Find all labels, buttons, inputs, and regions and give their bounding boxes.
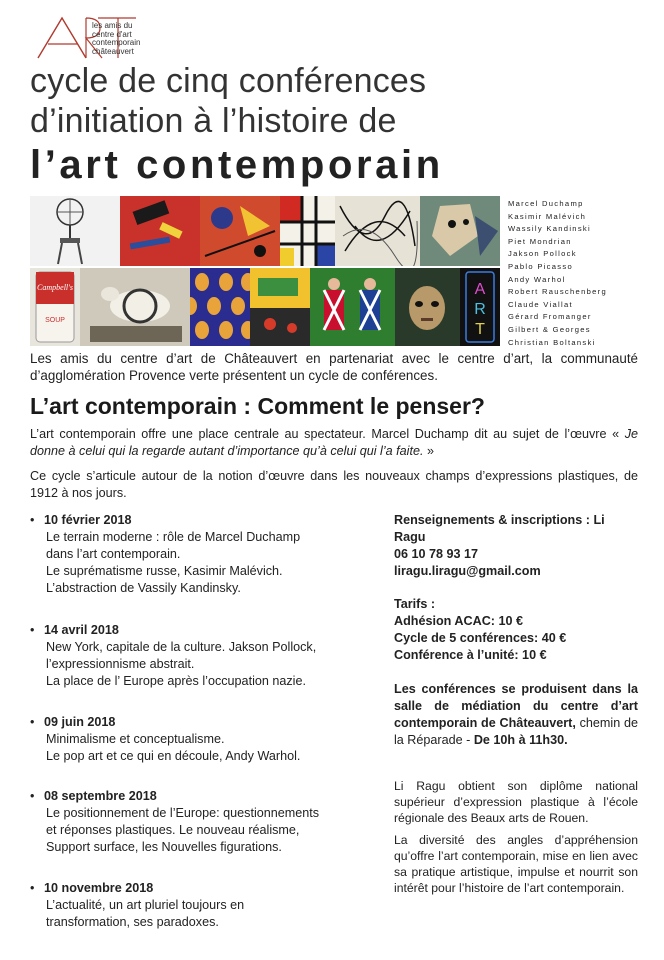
logo-line: contemporain (92, 38, 141, 47)
artist-name: Marcel Duchamp (508, 199, 584, 208)
schedule-line: et réponses plastiques. Le nouveau réalisme, (46, 823, 300, 837)
paragraph-duchamp (30, 426, 638, 460)
artist-name: Piet Mondrian (508, 236, 572, 246)
schedule-line: l’expressionnisme abstrait. (46, 657, 195, 671)
bullet-icon: • (30, 789, 35, 803)
tarif-item: Cycle de 5 conférences: 40 € (394, 631, 567, 645)
venue-address: chemin de la Réparade - (394, 716, 638, 747)
soup-label: Campbell's (37, 283, 73, 292)
mondrian-composition-image (280, 196, 335, 266)
neon-letter-a: A (474, 281, 486, 298)
schedule-line: New York, capitale de la culture. Jakson Pollock, (46, 640, 317, 654)
venue-paragraph (394, 681, 638, 749)
schedule-item (30, 714, 380, 765)
intro-paragraph: Les amis du centre d’art de Châteauvert en partenariat avec le centre d’art, la communauté d’agglomération Provence verte présentent un cycle de conférences. (30, 351, 638, 383)
title-line-3: l’art contemporain (30, 143, 444, 187)
artist-name: Andy Warhol (508, 274, 566, 284)
info-column (394, 512, 638, 749)
artist-name: Wassily Kandinski (508, 224, 592, 234)
neon-letter-r: R (474, 301, 486, 318)
kandinsky-composition-image (200, 196, 280, 266)
rauschenberg-goat-image (80, 268, 190, 346)
tarif-item: Conférence à l’unité: 10 € (394, 648, 547, 662)
headline: L’art contemporain : Comment le penser? (30, 393, 485, 419)
schedule-item (30, 880, 380, 931)
schedule-line: L’abstraction de Vassily Kandinsky. (46, 581, 241, 595)
schedule-line: Le positionnement de l’Europe: questionnements (46, 806, 320, 820)
bio-paragraph: Li Ragu obtient son diplôme national supérieur d’expression plastique à l’école régionale des Beaux arts de Rouen. (394, 779, 638, 825)
schedule-line: Le terrain moderne : rôle de Marcel Duchamp (46, 530, 301, 544)
bio-paragraph: La diversité des angles d’appréhension qu’offre l’art contemporain, mise en lien avec sa pratique artistique, impulse et nourrit son intérêt pour l’histoire de l’art contemporain. (394, 833, 638, 895)
schedule-date: 14 avril 2018 (44, 623, 119, 637)
tarif-item: Adhésion ACAC: 10 € (394, 614, 523, 628)
bullet-icon: • (30, 881, 35, 895)
artist-name: Christian Boltanski (508, 337, 596, 347)
schedule-date: 08 septembre 2018 (44, 789, 157, 803)
quote-close: » (423, 444, 434, 458)
schedule-item (30, 512, 380, 597)
warhol-campbell-soup-image (30, 268, 80, 346)
viallat-pattern-image (190, 268, 250, 346)
schedule-line: Minimalisme et conceptualisme. (46, 732, 225, 746)
artist-name: Robert Rauschenberg (508, 287, 607, 297)
art-neon-sign-image (460, 268, 500, 346)
schedule-item (30, 622, 380, 690)
picasso-painting-image (420, 196, 500, 266)
schedule-line: transformation, ses paradoxes. (46, 915, 219, 929)
duchamp-quote: Je donne à celui qui la regarde autant d’importance qu’à celui qui l’a faite. (30, 427, 638, 458)
duchamp-bicycle-wheel-image (30, 196, 120, 266)
logo-line: centre d'art (92, 29, 132, 39)
gilbert-george-image (310, 268, 395, 346)
logo-line: les amis du (92, 21, 133, 30)
contact-phone: 06 10 78 93 17 (394, 547, 479, 561)
schedule-date: 10 février 2018 (44, 513, 132, 527)
schedule-item (30, 788, 380, 856)
schedule-date: 09 juin 2018 (44, 715, 116, 729)
title-line-2: d’initiation à l’histoire de (30, 102, 397, 140)
schedule-line: La place de l’ Europe après l’occupation nazie. (46, 674, 306, 688)
bullet-icon: • (30, 623, 35, 637)
bullet-icon: • (30, 513, 35, 527)
pollock-drip-painting-image (335, 196, 420, 266)
schedule-line: dans l’art contemporain. (46, 547, 181, 561)
artist-name: Gérard Fromanger (508, 312, 592, 322)
speaker-bio (394, 778, 638, 896)
tarifs-title: Tarifs : (394, 597, 436, 611)
malevich-suprematism-image (120, 196, 200, 266)
logo-caption (92, 22, 152, 56)
schedule-line: Le suprématisme russe, Kasimir Malévich. (46, 564, 283, 578)
schedule-line: Le pop art et ce qui en découle, Andy Warhol. (46, 749, 301, 763)
artist-list (508, 198, 607, 349)
artwork-collage (30, 196, 500, 346)
title-line-1: cycle de cinq conférences (30, 62, 427, 100)
logo-line: châteauvert (92, 46, 134, 56)
venue-bold: Les conférences se produisent dans la salle de médiation du centre d’art contemporain de Châteauvert, (394, 682, 638, 730)
schedule-line: Support surface, les Nouvelles figurations. (46, 840, 282, 854)
contact-email: liragu.liragu@gmail.com (394, 564, 541, 578)
fromanger-painting-image (250, 268, 310, 346)
bullet-icon: • (30, 715, 35, 729)
artist-name: Jakson Pollock (508, 249, 577, 259)
schedule-line: L’actualité, un art pluriel toujours en (46, 898, 245, 912)
artist-name: Kasimir Malévich (508, 211, 587, 221)
boltanski-portrait-image (395, 268, 460, 346)
soup-sub: SOUP (45, 317, 65, 324)
schedule-date: 10 novembre 2018 (44, 881, 154, 895)
paragraph-duchamp-text: L’art contemporain offre une place centrale au spectateur. Marcel Duchamp dit au sujet de l’œuvre « (30, 427, 625, 441)
artist-name: Gilbert & Georges (508, 324, 591, 334)
artist-name: Claude Viallat (508, 299, 573, 309)
paragraph-cycle: Ce cycle s’articule autour de la notion d’œuvre dans les nouveaux champs d’expressions plastiques, de 1912 à nos jours. (30, 469, 638, 500)
neon-letter-t: T (475, 321, 485, 338)
contact-label: Renseignements & inscriptions : Li Ragu (394, 513, 605, 544)
artist-name: Pablo Picasso (508, 261, 574, 271)
venue-time: De 10h à 11h30. (473, 733, 568, 747)
